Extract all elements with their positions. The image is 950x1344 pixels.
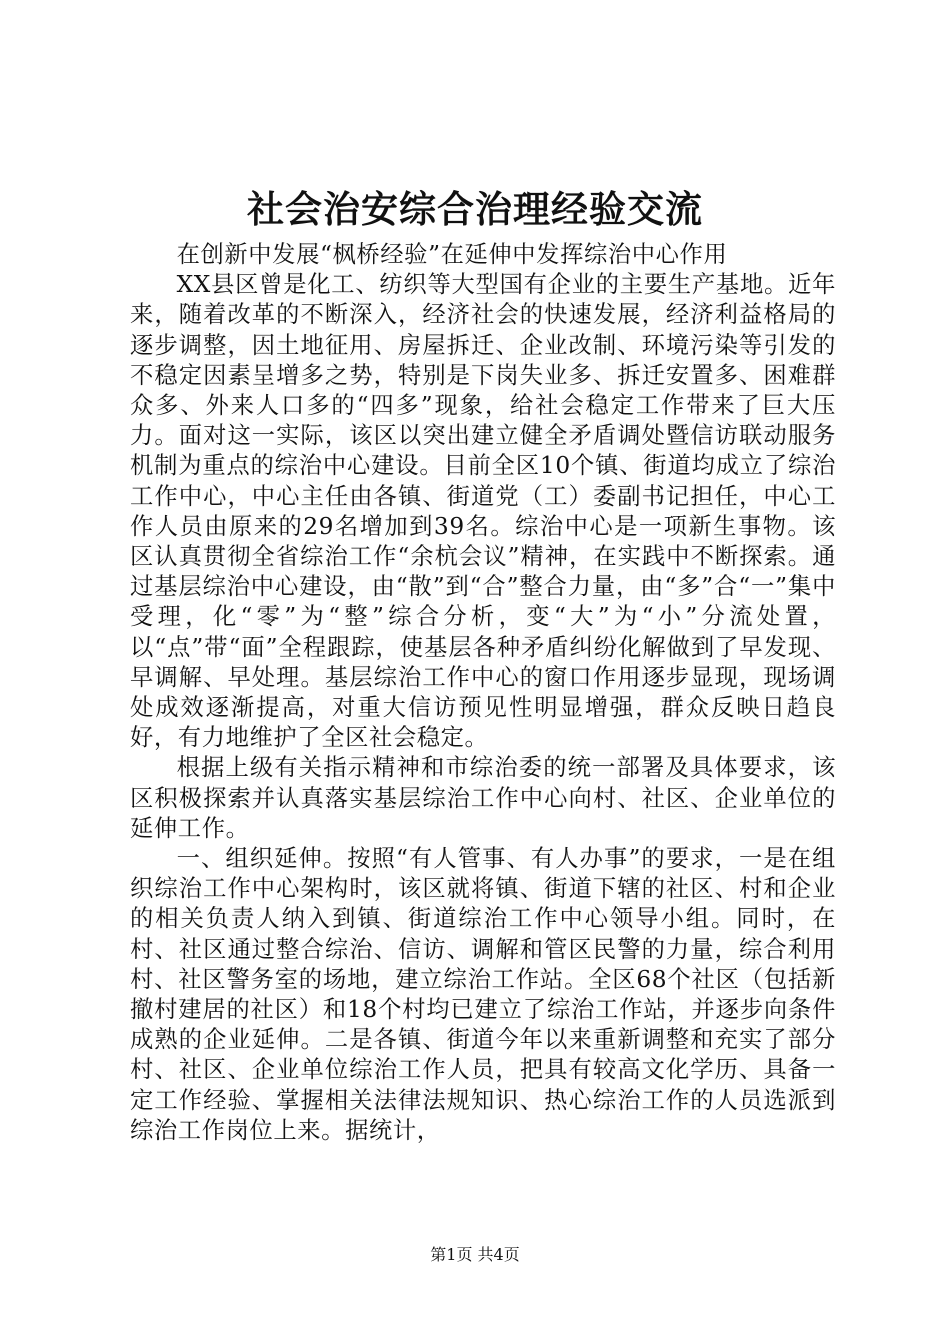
paragraph-intro: XX县区曾是化工、纺织等大型国有企业的主要生产基地。近年来，随着改革的不断深入，经济社会的快速发展，经济利益格局的逐步调整，因土地征用、房屋拆迁、企业改制、环境污染等引发的不稳定因素呈增多之势，特别是下岗失业多、拆迁安置多、困难群众多、外来人口多的“四多”现象，给社会稳定工作带来了巨大压力。面对这一实际，该区以突出建立健全矛盾调处暨信访联动服务机制为重点的综治中心建设。目前全区10个镇、街道均成立了综治工作中心，中心主任由各镇、街道党（工）委副书记担任，中心工作人员由原来的29名增加到39名。综治中心是一项新生事物。该区认真贯彻全省综治工作“余杭会议”精神，在实践中不断探索。通过基层综治中心建设，由“散”到“合”整合力量，由“多”合“一”集中受理，化“零”为“整”综合分析，变“大”为“小”分流处置，以“点”带“面”全程跟踪，使基层各种矛盾纠纷化解做到了早发现、早调解、早处理。基层综治工作中心的窗口作用逐步显现，现场调处成效逐渐提高，对重大信访预见性明显增强，群众反映日趋良好，有力地维护了全区社会稳定。 [130, 271, 836, 752]
paragraph-subtitle: 在创新中发展“枫桥经验”在延伸中发挥综治中心作用 [176, 241, 728, 268]
page-footer: 第1页 共4页 [430, 1245, 520, 1264]
paragraph-directive: 根据上级有关指示精神和市综治委的统一部署及具体要求，该区积极探索并认真落实基层综治工作中心向村、社区、企业单位的延伸工作。 [130, 754, 836, 842]
paragraph-organization: 一、组织延伸。按照“有人管事、有人办事”的要求，一是在组织综治工作中心架构时，该区就将镇、街道下辖的社区、村和企业的相关负责人纳入到镇、街道综治工作中心领导小组。同时，在村、社区通过整合综治、信访、调解和管区民警的力量，综合利用村、社区警务室的场地，建立综治工作站。全区68个社区（包括新撤村建居的社区）和18个村均已建立了综治工作站，并逐步向条件成熟的企业延伸。二是各镇、街道今年以来重新调整和充实了部分村、社区、企业单位综治工作人员，把具有较高文化学历、具备一定工作经验、掌握相关法律法规知识、热心综治工作的人员选派到综治工作岗位上来。据统计， [130, 845, 836, 1144]
document-body [130, 240, 836, 1146]
document-title: 社会治安综合治理经验交流 [247, 187, 703, 231]
